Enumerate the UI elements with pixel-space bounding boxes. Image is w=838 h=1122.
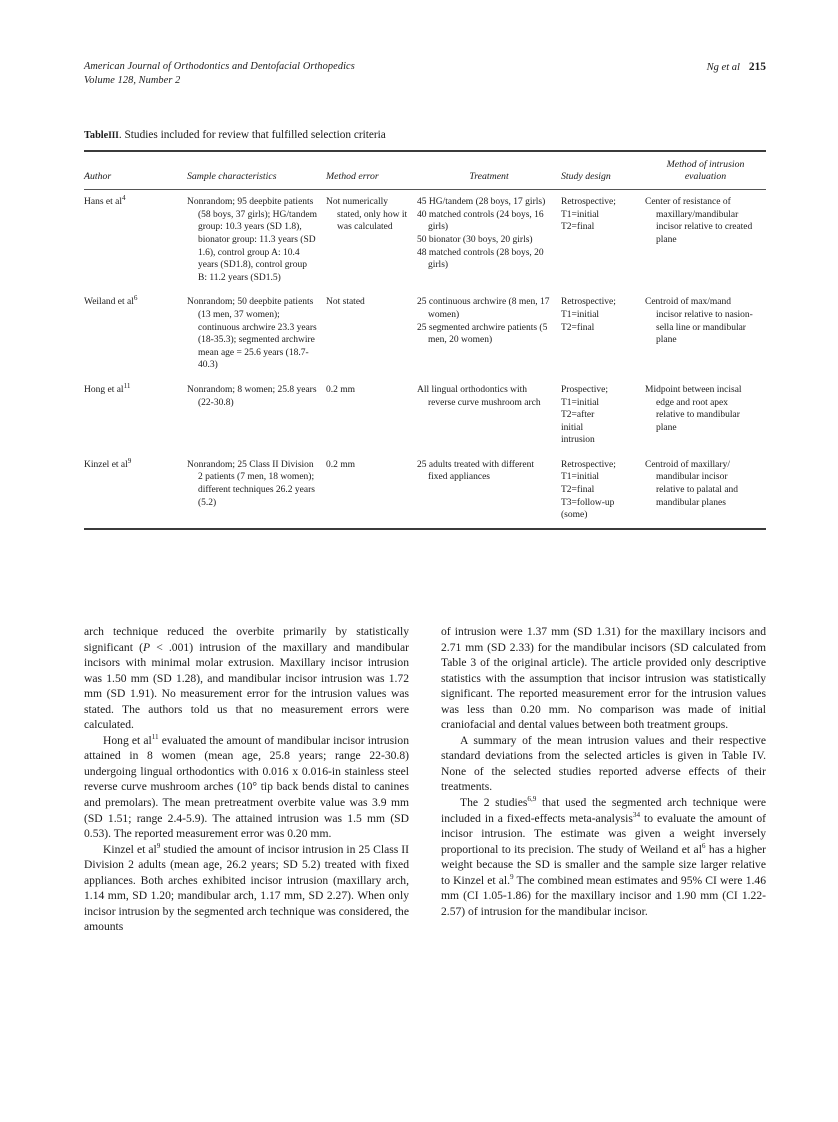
citation-lead: Hong et al bbox=[103, 733, 152, 747]
cell-author bbox=[84, 190, 187, 290]
paragraph-meta-analysis bbox=[441, 795, 766, 919]
paragraph-continued bbox=[84, 624, 409, 733]
study-design-line: T1=initial bbox=[561, 309, 600, 320]
table-iii-block bbox=[84, 128, 766, 530]
treatment-line: All lingual orthodontics with reverse curve mushroom arch bbox=[417, 384, 541, 408]
treatment-line: 25 adults treated with different fixed appliances bbox=[417, 459, 534, 483]
cell-treatment bbox=[417, 190, 561, 290]
para-text: arch technique reduced the overbite primarily by statistically significant ( bbox=[84, 625, 409, 654]
author-name: Weiland et al bbox=[84, 297, 134, 308]
para-text: that used the segmented arch technique were included in a fixed-effects meta-analysis bbox=[441, 796, 766, 825]
running-head-journal bbox=[84, 60, 355, 88]
cell-study-design bbox=[561, 290, 645, 378]
study-design-line: T3=follow-up bbox=[561, 497, 615, 508]
treatment-line: 25 segmented archwire patients (5 men, 20 women) bbox=[417, 322, 548, 346]
column-header-study-design: Study design bbox=[561, 171, 611, 183]
cell-treatment bbox=[417, 378, 561, 453]
table-row bbox=[84, 453, 766, 528]
reference-marker: 6 bbox=[701, 841, 706, 850]
cell-method-of-intrusion-evaluation: Centroid of max/mand incisor relative to nasion-sella line or mandibular plane bbox=[645, 297, 753, 346]
journal-volume-issue: Volume 128, Number 2 bbox=[84, 75, 181, 87]
table-row bbox=[84, 378, 766, 453]
cell-method-error: Not numerically stated, only how it was calculated bbox=[326, 197, 408, 233]
column-header-method-of-intrusion-evaluation: Method of intrusion evaluation bbox=[666, 158, 745, 183]
cell-method-of-intrusion-evaluation: Centroid of maxillary/ mandibular incisor relative to palatal and mandibular planes bbox=[645, 459, 739, 508]
study-design-line: (some) bbox=[561, 510, 588, 521]
cell-method-of-intrusion-evaluation: Center of resistance of maxillary/mandibular incisor relative to created plane bbox=[645, 197, 753, 245]
cell-study-design bbox=[561, 378, 645, 453]
table-row bbox=[84, 290, 766, 378]
table-caption-number: III bbox=[108, 130, 119, 140]
reference-marker: 6,9 bbox=[527, 795, 537, 804]
study-design-line: T2=final bbox=[561, 485, 595, 496]
cell-sample-characteristics: Nonrandom; 95 deepbite patients (58 boys, 37 girls); HG/tandem group: 10.3 years (SD 1.8), bionator group: 11.3 years (SD 1.6), control group A: 10.4 years (SD1.8), control group B: 11.2 years (SD1.5) bbox=[187, 197, 318, 283]
cell-sample-characteristics: Nonrandom; 25 Class II Division 2 patients (7 men, 18 women); different techniques 26.2 years (5.2) bbox=[187, 459, 315, 508]
treatment-line: 25 continuous archwire (8 men, 17 women) bbox=[417, 297, 550, 320]
table-header-row bbox=[84, 152, 766, 189]
treatment-line: 40 matched controls (24 boys, 16 girls) bbox=[417, 209, 544, 233]
journal-title: American Journal of Orthodontics and Dentofacial Orthopedics bbox=[84, 61, 355, 72]
para-text: has a higher weight because the SD is smaller and the sample size larger relative to Kinzel et al. bbox=[441, 842, 766, 887]
table-row bbox=[84, 190, 766, 290]
study-design-line: T1=initial bbox=[561, 472, 600, 483]
cell-study-design bbox=[561, 190, 645, 290]
para-text: studied the amount of incisor intrusion in 25 Class II Division 2 adults (mean age, 26.2 years; SD 5.2) treated with fixed appliances. Both arches exhibited incisor intrusion (maxillary arch, 1.14 mm, SD 1.20; mandibular arch, 1.17 mm, SD 2.27). When only incisor intrusion by the segmented arch technique was considered, the amounts bbox=[84, 842, 409, 934]
study-design-line: initial bbox=[561, 422, 584, 433]
cell-method-error: 0.2 mm bbox=[326, 459, 356, 470]
cell-treatment bbox=[417, 453, 561, 528]
author-reference: 11 bbox=[123, 381, 131, 390]
treatment-line: 48 matched controls (28 boys, 20 girls) bbox=[417, 247, 544, 271]
cell-method-error: 0.2 mm bbox=[326, 384, 356, 395]
reference-marker: 34 bbox=[632, 810, 641, 819]
paragraph-kinzel bbox=[84, 842, 409, 935]
cell-sample-characteristics: Nonrandom; 50 deepbite patients (13 men, 37 women); continuous archwire 23.3 years (18-35.3); segmented archwire mean age = 25.6 years (18.7-40.3) bbox=[187, 297, 317, 371]
study-design-line: intrusion bbox=[561, 435, 595, 446]
para-text: The 2 studies bbox=[460, 796, 528, 810]
author-reference: 4 bbox=[122, 194, 126, 203]
paragraph-summary: A summary of the mean intrusion values and their respective standard deviations from the selected articles is given in Table IV. None of the selected studies reported adverse effects of their treatments. bbox=[441, 733, 766, 794]
table-caption-text: . Studies included for review that fulfilled selection criteria bbox=[118, 129, 386, 141]
para-text: The combined mean estimates and 95% CI were 1.46 mm (CI 1.05-1.86) for the maxillary incisor and 1.90 mm (CI 1.22-2.57) of intrusion for the mandibular incisor. bbox=[441, 873, 766, 918]
treatment-line: 45 HG/tandem (28 boys, 17 girls) bbox=[417, 197, 546, 208]
study-design-line: T2=final bbox=[561, 322, 595, 333]
cell-sample-characteristics: Nonrandom; 8 women; 25.8 years (22-30.8) bbox=[187, 384, 317, 408]
table-bottom-rule bbox=[84, 528, 766, 530]
running-head bbox=[84, 60, 766, 88]
reference-marker: 11 bbox=[151, 732, 159, 741]
page-number: 215 bbox=[748, 61, 766, 73]
table-caption bbox=[84, 128, 766, 143]
running-head-authors: Ng et al bbox=[706, 62, 740, 73]
cell-method-of-intrusion-evaluation: Midpoint between incisal edge and root apex relative to mandibular plane bbox=[645, 384, 742, 433]
reference-marker: 9 bbox=[509, 872, 514, 881]
right-column bbox=[441, 624, 766, 935]
para-text: < .001) intrusion of the maxillary and mandibular incisors with minimal molar extrusion. Maxillary incisor intrusion was 1.50 mm (SD 1.28), and mandibular incisor intrusion was 1.72 mm (SD 1.91). No measurement error for the intrusion values was stated. The authors told us that no measurement errors were calculated. bbox=[84, 640, 410, 732]
para-text: evaluated the amount of mandibular incisor intrusion attained in 8 women (mean age, 25.8 years; range 22-30.8) undergoing lingual orthodontics with 0.016 x 0.016-in stainless steel reverse curve mushroom arches (10° tip back bends distal to canines and premolars). The mean pretreatment overbite value was 3.9 mm (SD 1.51; range 2.4-5.9). The attained intrusion was 1.5 mm (SD 0.53). The reported measurement error was 0.20 mm. bbox=[84, 733, 409, 841]
left-column bbox=[84, 624, 409, 935]
studies-table bbox=[84, 152, 766, 189]
column-header-treatment: Treatment bbox=[469, 171, 509, 183]
study-design-line: Retrospective; bbox=[561, 197, 616, 208]
para-text: to evaluate the amount of incisor intrusion. The estimate was given a weight inversely proportional to its precision. The study of Weiland et al bbox=[441, 811, 766, 856]
study-design-line: T2=after bbox=[561, 410, 595, 421]
study-design-line: Retrospective; bbox=[561, 297, 616, 308]
author-name: Hong et al bbox=[84, 384, 124, 395]
running-head-folio bbox=[707, 60, 766, 75]
author-name: Hans et al bbox=[84, 197, 122, 208]
study-design-line: T1=initial bbox=[561, 397, 600, 408]
author-reference: 9 bbox=[127, 456, 132, 465]
cell-method-error: Not stated bbox=[326, 297, 365, 308]
studies-table-body bbox=[84, 190, 766, 528]
column-header-author: Author bbox=[84, 171, 112, 183]
paragraph-hong bbox=[84, 733, 409, 842]
cell-treatment bbox=[417, 290, 561, 378]
cell-author bbox=[84, 290, 187, 378]
citation-lead: Kinzel et al bbox=[103, 842, 157, 856]
cell-author bbox=[84, 453, 187, 528]
study-design-line: Prospective; bbox=[561, 384, 608, 395]
cell-author bbox=[84, 378, 187, 453]
column-header-sample-characteristics: Sample characteristics bbox=[187, 171, 277, 183]
paragraph-continued: of intrusion were 1.37 mm (SD 1.31) for the maxillary incisors and 2.71 mm (SD 2.33) for the mandibular incisors (SD calculated from Table 3 of the original article). The article provided only descriptive statistics with the assumption that incisor intrusion was statistically significant. The reported measurement error for the intrusion values was less than 0.20 mm. No comparison was made of initial craniofacial and dental values between both treatment groups. bbox=[441, 625, 766, 732]
study-design-line: Retrospective; bbox=[561, 459, 616, 470]
treatment-line: 50 bionator (30 boys, 20 girls) bbox=[417, 234, 533, 245]
body-text bbox=[84, 624, 766, 935]
study-design-line: T2=final bbox=[561, 222, 595, 233]
column-header-method-error: Method error bbox=[326, 171, 379, 183]
cell-study-design bbox=[561, 453, 645, 528]
author-reference: 6 bbox=[133, 294, 138, 303]
author-name: Kinzel et al bbox=[84, 459, 128, 470]
reference-marker: 9 bbox=[156, 841, 161, 850]
table-caption-label: Table bbox=[84, 130, 109, 141]
study-design-line: T1=initial bbox=[561, 209, 600, 220]
p-value-italic: P bbox=[142, 640, 151, 654]
